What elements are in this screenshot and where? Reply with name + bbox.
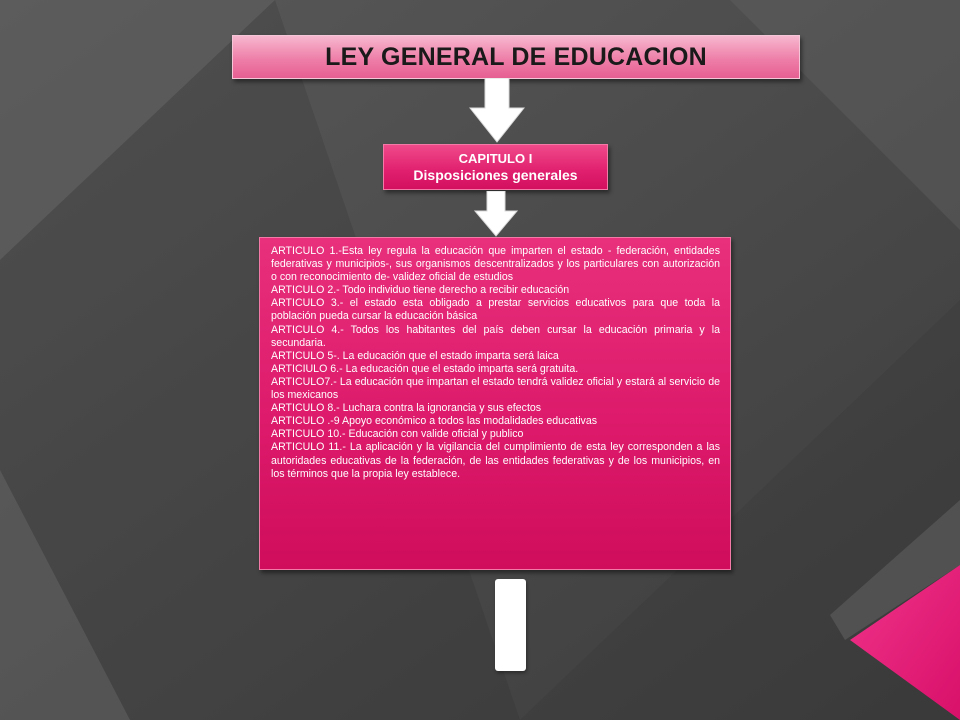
articles-box — [259, 237, 731, 570]
page-title: LEY GENERAL DE EDUCACION — [325, 42, 707, 71]
chapter-number: CAPITULO I — [458, 150, 533, 166]
article-7: ARTICULO7.- La educación que impartan el estado tendrá validez oficial y estará al servicio de los mexicanos — [271, 375, 720, 402]
chapter-title: Disposiciones generales — [413, 166, 578, 183]
article-2: ARTICULO 2.- Todo individuo tiene derecho a recibir educación — [271, 284, 570, 297]
article-9: ARTICULO .-9 Apoyo económico a todos las modalidades educativas — [271, 415, 598, 428]
article-5: ARTICULO 5-. La educación que el estado imparta será laica — [271, 349, 559, 362]
article-10: ARTICULO 10.- Educación con valide oficial y publico — [271, 428, 524, 441]
article-6: ARTICIULO 6.- La educación que el estado imparta será gratuita. — [271, 362, 579, 375]
down-arrow-icon — [469, 78, 525, 144]
article-11: ARTICULO 11.- La aplicación y la vigilancia del cumplimiento de esta ley corresponden a las autoridades educativas de la federación, de las entidades federativas y de los municipios, en los términos que la propia ley establece. — [271, 441, 720, 480]
article-1: ARTICULO 1.-Esta ley regula la educación que imparten el estado - federación, entidades federativas y municipios-, sus organismos descentralizados y los particulares con autorización o con reconocimiento de- validez oficial de estudios — [271, 245, 720, 284]
article-8: ARTICULO 8.- Luchara contra la ignorancia y sus efectos — [271, 402, 542, 415]
arrow-shaft — [495, 579, 526, 671]
article-4: ARTICULO 4.- Todos los habitantes del país deben cursar la educación primaria y la secundaria. — [271, 323, 720, 349]
chapter-box — [383, 144, 608, 190]
title-box — [232, 35, 800, 79]
article-3: ARTICULO 3.- el estado esta obligado a prestar servicios educativos para que toda la población pueda cursar la educación básica — [271, 297, 720, 323]
down-arrow-icon — [474, 191, 518, 237]
